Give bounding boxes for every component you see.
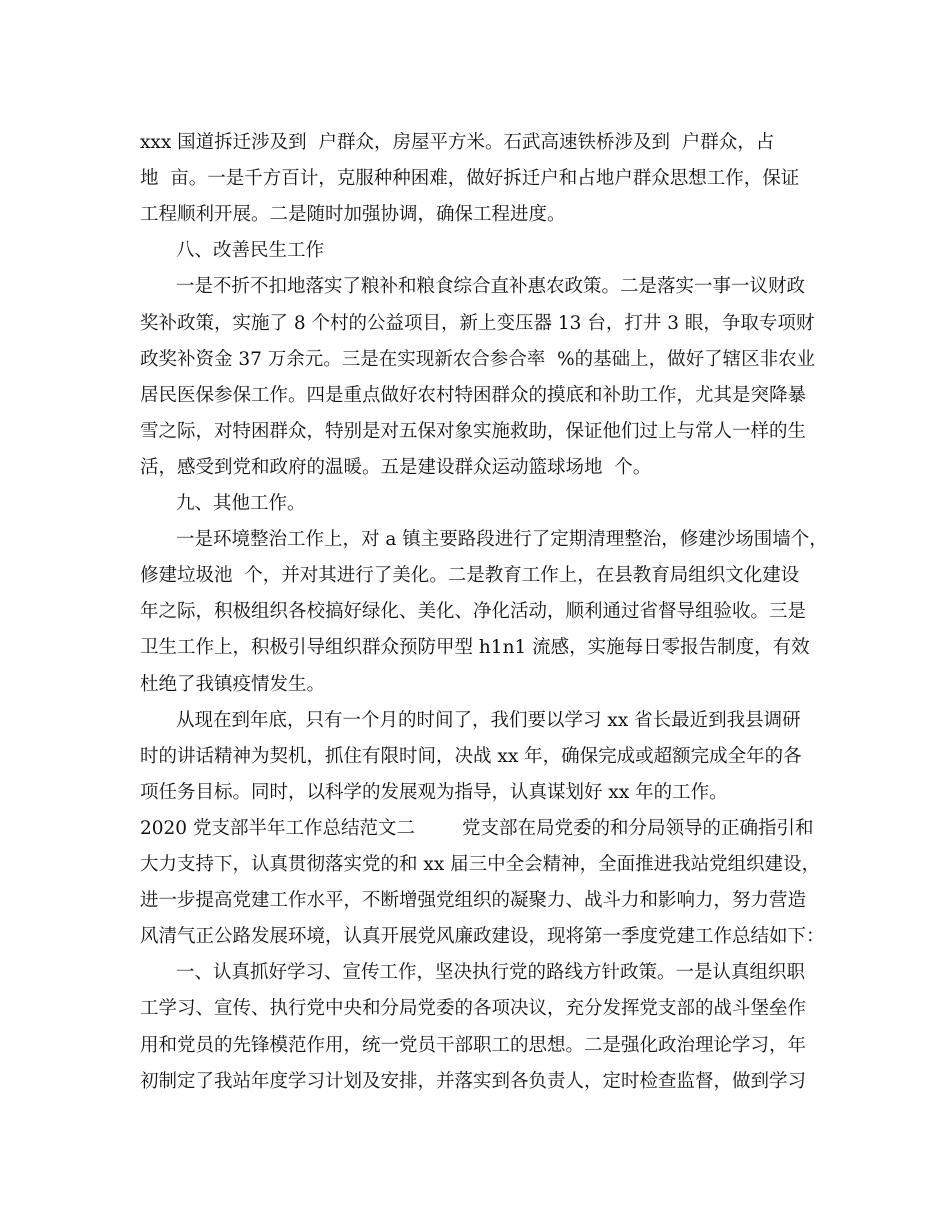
text-line: 进一步提高党建工作水平，不断增强党组织的凝聚力、战斗力和影响力，努力营造: [140, 890, 807, 912]
text-line: 2020 党支部半年工作总结范文二 党支部在局党委的和分局领导的正确指引和: [140, 817, 814, 839]
text-line: 工程顺利开展。二是随时加强协调，确保工程进度。: [140, 204, 566, 226]
text-line: 活，感受到党和政府的温暖。五是建设群众运动篮球场地 个。: [140, 456, 652, 478]
text-line: 杜绝了我镇疫情发生。: [140, 673, 326, 695]
text-line: 一是环境整治工作上，对 a 镇主要路段进行了定期清理整治，修建沙场围墙个，: [176, 529, 828, 551]
text-line: 一是不折不扣地落实了粮补和粮食综合直补惠农政策。二是落实一事一议财政: [176, 276, 806, 298]
text-line: 居民医保参保工作。四是重点做好农村特困群众的摸底和补助工作，尤其是突降暴: [140, 384, 807, 406]
text-line: 九、其他工作。: [176, 493, 306, 514]
text-line: 修建垃圾池 个，并对其进行了美化。二是教育工作上，在县教育局组织文化建设: [140, 565, 800, 587]
text-line: 时的讲话精神为契机，抓住有限时间，决战 xx 年，确保完成或超额完成全年的各: [140, 745, 802, 767]
text-line: 风清气正公路发展环境，认真开展党风廉政建设，现将第一季度党建工作总结如下：: [140, 926, 825, 948]
text-line: 从现在到年底，只有一个月的时间了，我们要以学习 xx 省长最近到我县调研: [176, 709, 801, 731]
text-line: 年之际，积极组织各校搞好绿化、美化、净化活动，顺利通过省督导组验收。三是: [140, 601, 807, 623]
text-line: 地 亩。一是千方百计，克服种种困难，做好拆迁户和占地户群众思想工作，保证: [140, 168, 800, 190]
text-line: 初制定了我站年度学习计划及安排，并落实到各负责人，定时检查监督，做到学习: [140, 1070, 807, 1092]
text-line: 政奖补资金 37 万余元。三是在实现新农合参合率 %的基础上，做好了辖区非农业: [140, 348, 816, 370]
text-line: 大力支持下，认真贯彻落实党的和 xx 届三中全会精神，全面推进我站党组织建设，: [140, 854, 821, 875]
text-line: 奖补政策，实施了 8 个村的公益项目，新上变压器 13 台，打井 3 眼，争取专项财: [140, 312, 815, 334]
text-line: 一、认真抓好学习、宣传工作，坚决执行党的路线方针政策。一是认真组织职: [176, 962, 806, 984]
text-line: 卫生工作上，积极引导组织群众预防甲型 h1n1 流感，实施每日零报告制度，有效: [140, 637, 810, 659]
text-line: 工学习、宣传、执行党中央和分局党委的各项决议，充分发挥党支部的战斗堡垒作: [140, 998, 807, 1020]
text-line: 项任务目标。同时，以科学的发展观为指导，认真谋划好 xx 年的工作。: [140, 781, 728, 803]
text-line: 用和党员的先锋模范作用，统一党员干部职工的思想。二是强化政治理论学习，年: [140, 1034, 807, 1056]
text-line: xxx 国道拆迁涉及到 户群众，房屋平方米。石武高速铁桥涉及到 户群众，占: [140, 132, 775, 153]
text-line: 八、改善民生工作: [176, 240, 325, 262]
text-line: 雪之际，对特困群众，特别是对五保对象实施救助，保证他们过上与常人一样的生: [140, 420, 807, 442]
